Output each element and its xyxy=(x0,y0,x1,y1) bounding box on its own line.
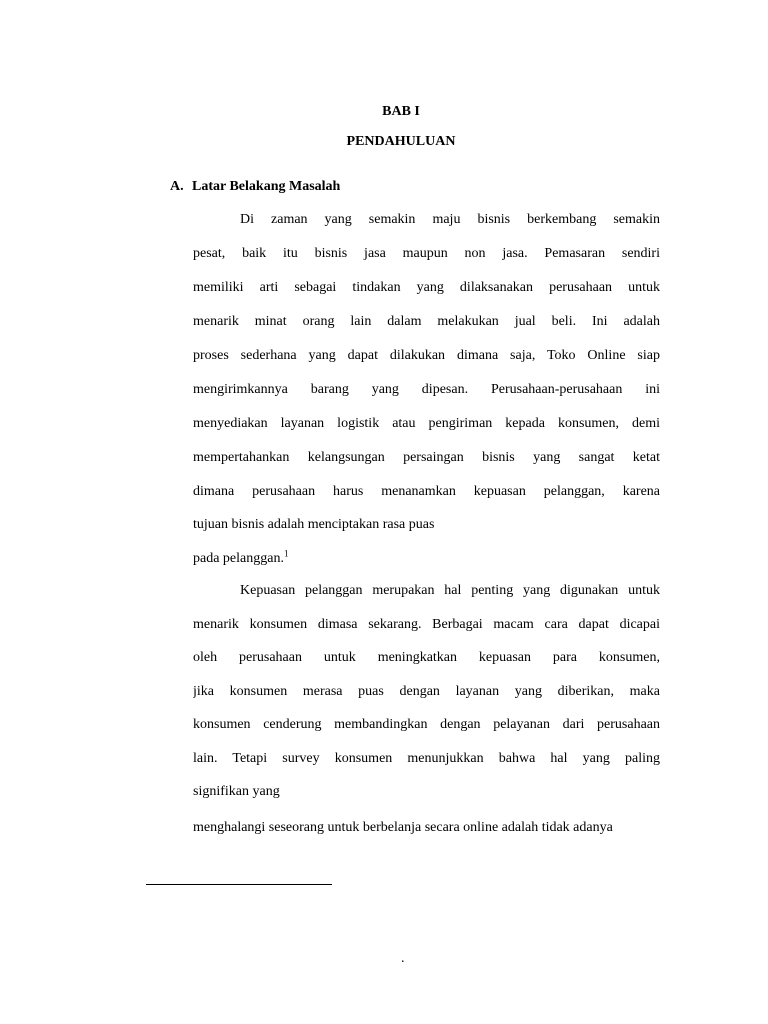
paragraph-line: jika konsumen merasa puas dengan layanan yang diberikan, maka xyxy=(193,684,660,699)
paragraph-line: proses sederhana yang dapat dilakukan dimana saja, Toko Online siap xyxy=(193,348,660,363)
paragraph-line: mempertahankan kelangsungan persaingan bisnis yang sangat ketat xyxy=(193,450,660,465)
section-heading xyxy=(170,178,340,196)
paragraph-line: Di zaman yang semakin maju bisnis berkembang semakin xyxy=(240,212,660,227)
footnote-separator xyxy=(146,884,332,885)
section-title: Latar Belakang Masalah xyxy=(192,179,341,194)
paragraph-line: menyediakan layanan logistik atau pengiriman kepada konsumen, demi xyxy=(193,416,660,431)
paragraph-line: signifikan yang xyxy=(193,784,280,799)
paragraph-line: Kepuasan pelanggan merupakan hal penting yang digunakan untuk xyxy=(240,583,660,598)
paragraph-line: menarik minat orang lain dalam melakukan jual beli. Ini adalah xyxy=(193,314,660,329)
paragraph-line: menarik konsumen dimasa sekarang. Berbagai macam cara dapat dicapai xyxy=(193,617,660,632)
paragraph-line: konsumen cenderung membandingkan dengan pelayanan dari perusahaan xyxy=(193,717,660,732)
paragraph-line: menghalangi seseorang untuk berbelanja secara online adalah tidak adanya xyxy=(193,820,613,835)
paragraph-line: lain. Tetapi survey konsumen menunjukkan bahwa hal yang paling xyxy=(193,751,660,766)
paragraph-line: mengirimkannya barang yang dipesan. Perusahaan-perusahaan ini xyxy=(193,382,660,397)
paragraph-line: memiliki arti sebagai tindakan yang dilaksanakan perusahaan untuk xyxy=(193,280,660,295)
page-number-marker: . xyxy=(401,951,405,966)
chapter-title: PENDAHULUAN xyxy=(346,134,456,149)
paragraph-line: dimana perusahaan harus menanamkan kepuasan pelanggan, karena xyxy=(193,484,660,499)
section-marker: A. xyxy=(170,179,184,194)
paragraph-line: pesat, baik itu bisnis jasa maupun non jasa. Pemasaran sendiri xyxy=(193,246,660,261)
paragraph-line: oleh perusahaan untuk meningkatkan kepuasan para konsumen, xyxy=(193,650,660,665)
footnote-reference[interactable]: 1 xyxy=(283,550,289,559)
paragraph-line-with-footnote xyxy=(193,550,660,568)
paragraph-line: pada pelanggan. xyxy=(193,551,284,566)
paragraph-line: tujuan bisnis adalah menciptakan rasa puas xyxy=(193,517,435,532)
chapter-number: BAB I xyxy=(382,104,420,119)
